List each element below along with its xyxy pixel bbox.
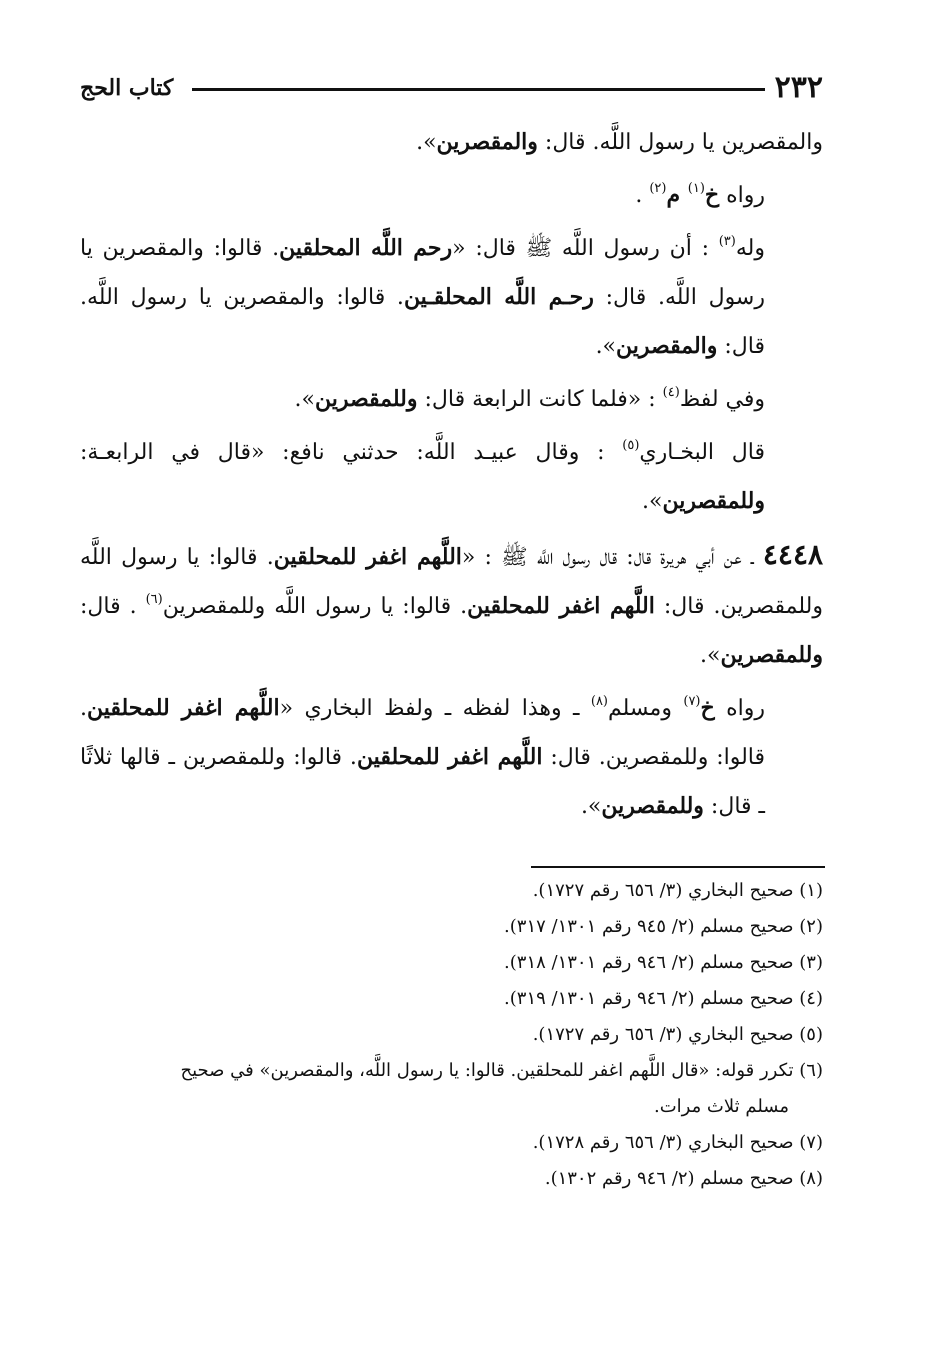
footnote-ref-4[interactable]: (٤) (662, 385, 680, 400)
footnote-5: (٥) صحيح البخاري (٣/ ٦٥٦ رقم ١٧٢٧). (532, 1024, 823, 1045)
paragraph-2: رواه خ$^{(١)}$ م$^{(٢)}$ . (635, 181, 765, 208)
paragraph-7: رواه خ$^{(٧)}$ ومسلم$^{(٨)}$ ـ وهذا لفظه ـ ولفظ البخاري «اللَّهم اغفر للمحلقين. قالوا: وللمقصرين. قال: اللَّهم اغفر للمحلقين. قالوا: وللمقصرين ـ قالها ثلاثًا ـ قال: وللمقصرين». (80, 694, 766, 819)
paragraph-4: وفي لفظ$^{(٤)}$ : «فلما كانت الرابعة قال: وللمقصرين». (294, 385, 765, 412)
page-number: ٢٣٢ (774, 70, 823, 105)
footnote-ref-1[interactable]: (١) (687, 181, 705, 196)
footnote-ref-2[interactable]: (٢) (649, 181, 667, 196)
hadith-number: ٤٤٤٨ (762, 538, 824, 571)
hadith-4448: ٤٤٤٨ ـ عن أبي هريرة قال: قال رسول اللَّه ﷺ : «اللَّهم اغفر للمحلقين. قالوا: يا رسول اللَّه وللمقصرين. قال: اللَّهم اغفر للمحلقين. قالوا: يا رسول اللَّه وللمقصرين$^{(٦)}$ . قال: وللمقصرين». (80, 538, 824, 668)
main-text (80, 118, 823, 835)
book-title: كتاب الحج (80, 75, 174, 101)
footnote-6-continued: مسلم ثلاث مرات. (653, 1096, 789, 1117)
salutation-glyph: ﷺ (501, 545, 528, 570)
paragraph-3: وله$^{(٣)}$ : أن رسول اللَّه ﷺ قال: «رحم اللَّه المحلقين. قالوا: والمقصرين يا رسول اللَّه. قال: رحـم اللَّه المحلقـين. قالوا: والمقصرين يا رسول اللَّه. قال: والمقصرين». (80, 234, 765, 359)
footnote-1: (١) صحيح البخاري (٣/ ٦٥٦ رقم ١٧٢٧). (532, 880, 823, 901)
footnote-ref-8[interactable]: (٨) (590, 694, 608, 709)
footnote-4: (٤) صحيح مسلم (٢/ ٩٤٦ رقم ١٣٠١/ ٣١٩). (504, 988, 823, 1009)
paragraph-5: قال البخـاري$^{(٥)}$ : وقال عبيـد اللَّه: حدثني نافع: «قال في الرابعـة: وللمقصرين». (80, 438, 765, 514)
page-header (80, 70, 823, 110)
header-rule (192, 88, 765, 91)
footnote-6: (٦) تكرر قوله: «قال اللَّهم اغفر للمحلقين. قالوا: يا رسول اللَّه، والمقصرين» في صحيح (180, 1060, 823, 1081)
footnote-7: (٧) صحيح البخاري (٣/ ٦٥٦ رقم ١٧٢٨). (532, 1132, 823, 1153)
footnote-separator (531, 866, 825, 868)
footnote-ref-6[interactable]: (٦) (145, 592, 163, 607)
footnote-ref-3[interactable]: (٣) (718, 234, 736, 249)
footnote-ref-5[interactable]: (٥) (622, 438, 640, 453)
paragraph-1: والمقصرين يا رسول اللَّه. قال: والمقصرين». (416, 129, 823, 155)
footnote-3: (٣) صحيح مسلم (٢/ ٩٤٦ رقم ١٣٠١/ ٣١٨). (504, 952, 823, 973)
footnotes (90, 873, 823, 1197)
footnote-8: (٨) صحيح مسلم (٢/ ٩٤٦ رقم ١٣٠٢). (544, 1168, 823, 1189)
footnote-2: (٢) صحيح مسلم (٢/ ٩٤٥ رقم ١٣٠١/ ٣١٧). (504, 916, 823, 937)
salutation-glyph: ﷺ (525, 236, 553, 261)
footnote-ref-7[interactable]: (٧) (683, 694, 701, 709)
